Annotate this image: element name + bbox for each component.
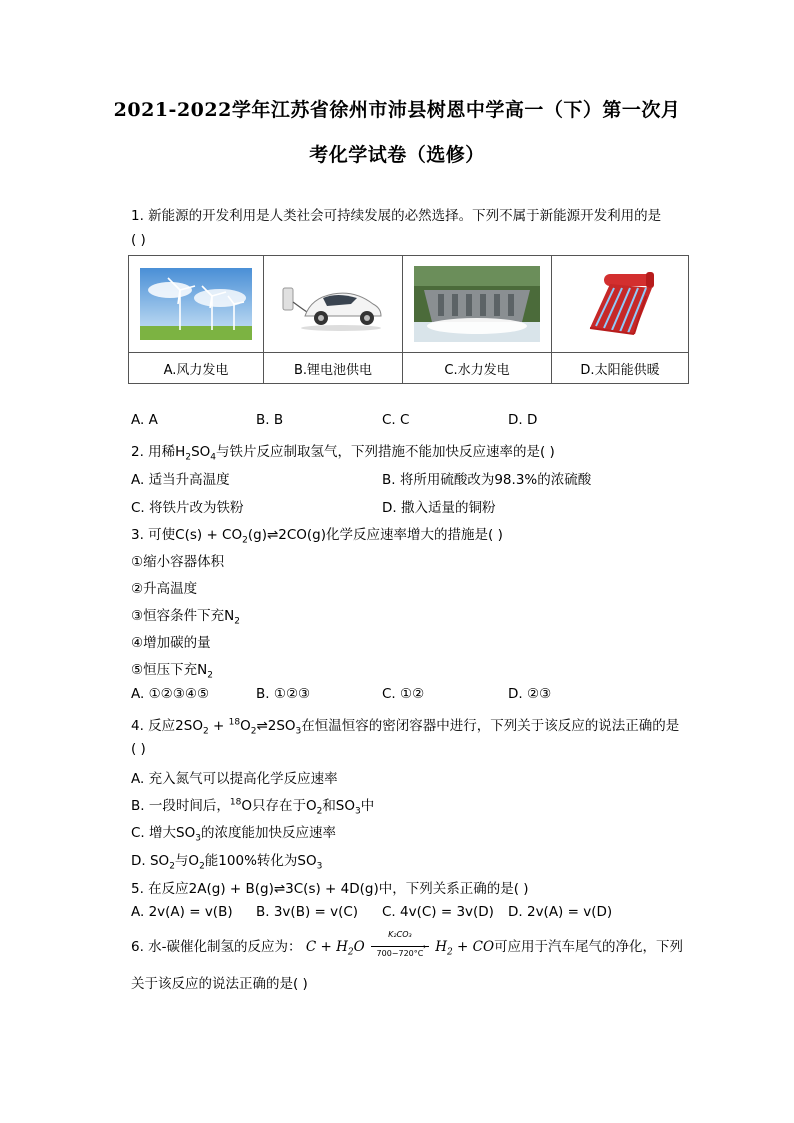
q4-stem: 4. 反应$2SO_2$ + $^{18}O_2\rightleftharpoons 2SO_3$在恒温恒容的密闭容器中进行，下列关于该反应的说法正确的是 bbox=[131, 717, 680, 737]
q1-option-a[interactable]: A. A bbox=[131, 412, 158, 428]
q1-caption-c: C.水力发电 bbox=[403, 353, 552, 384]
exam-title-line-1: 2021-2022学年江苏省徐州市沛县树恩中学高一（下）第一次月 bbox=[113, 99, 681, 121]
q4-option-a[interactable]: A. 充入氮气可以提高化学反应速率 bbox=[131, 771, 338, 787]
q2-option-d[interactable]: D. 撒入适量的铜粉 bbox=[382, 500, 496, 516]
q3-item-5: ⑤恒压下充$N_2$ bbox=[131, 662, 213, 681]
q2-option-b[interactable]: B. 将所用硫酸改为98.3%的浓硫酸 bbox=[382, 472, 592, 488]
q1-option-b[interactable]: B. B bbox=[256, 412, 284, 428]
hydro-dam-icon bbox=[414, 266, 540, 342]
q6-stem-line-2: 关于该反应的说法正确的是( ) bbox=[131, 976, 308, 992]
q3-item-2: ②升高温度 bbox=[131, 581, 198, 597]
q6-reactants: $C + H_2O$ bbox=[305, 939, 365, 958]
q3-item-3: ③恒容条件下充$N_2$ bbox=[131, 608, 240, 627]
q1-cell-hydro bbox=[403, 256, 552, 353]
q6-stem: 6. 水-碳催化制氢的反应为： $C + H_2O$ K₂CO₃ › 700−720°C $H_2$ + CO可应用于汽车尾气的净化，下列 bbox=[131, 930, 684, 958]
q6-reaction-arrow bbox=[369, 930, 431, 960]
q2-stem: 2. 用稀$H_2SO_4$与铁片反应制取氢气，下列措施不能加快反应速率的是( ) bbox=[131, 444, 555, 463]
q4-option-d[interactable]: D. $SO_2$与$O_2$能100%转化为$SO_3$ bbox=[131, 853, 323, 872]
electric-car-icon bbox=[277, 268, 389, 340]
arrow-head-icon: › bbox=[422, 942, 427, 951]
q1-stem: 1. 新能源的开发利用是人类社会可持续发展的必然选择。下列不属于新能源开发利用的是 bbox=[131, 208, 662, 224]
q3-option-c[interactable]: C. ①② bbox=[382, 686, 425, 702]
q5-option-c[interactable]: C. 4v(C) = 3v(D) bbox=[382, 904, 494, 920]
q1-cell-ev bbox=[264, 256, 403, 353]
q3-option-a[interactable]: A. ①②③④⑤ bbox=[131, 686, 210, 702]
q3-option-b[interactable]: B. ①②③ bbox=[256, 686, 311, 702]
arrow-line-icon bbox=[371, 946, 429, 947]
q1-option-c[interactable]: C. C bbox=[382, 412, 410, 428]
q6-catalyst: K₂CO₃ bbox=[388, 930, 412, 939]
q1-option-d[interactable]: D. D bbox=[508, 412, 538, 428]
q4-option-c[interactable]: C. 增大$SO_3$的浓度能加快反应速率 bbox=[131, 825, 336, 844]
q5-stem: 5. 在反应2A(g) + B(g)⇌3C(s) + 4D(g)中，下列关系正确的是( ) bbox=[131, 881, 529, 897]
q6-temperature: 700−720°C bbox=[376, 949, 424, 958]
q3-item-1: ①缩小容器体积 bbox=[131, 554, 225, 570]
q3-option-d[interactable]: D. ②③ bbox=[508, 686, 552, 702]
solar-heater-icon bbox=[580, 266, 660, 342]
q2-option-a[interactable]: A. 适当升高温度 bbox=[131, 472, 230, 488]
q1-stem-bracket: ( ) bbox=[131, 232, 146, 248]
q1-caption-d: D.太阳能供暖 bbox=[552, 353, 689, 384]
exam-title-line-2: 考化学试卷（选修） bbox=[309, 144, 485, 166]
q4-option-b[interactable]: B. 一段时间后，$^{18}$O只存在于$O_2$和$SO_3$中 bbox=[131, 797, 375, 817]
q5-option-b[interactable]: B. 3v(B) = v(C) bbox=[256, 904, 359, 920]
q1-image-table bbox=[128, 255, 689, 384]
q1-caption-b: B.锂电池供电 bbox=[264, 353, 403, 384]
wind-turbine-icon bbox=[140, 268, 252, 340]
q5-option-a[interactable]: A. 2v(A) = v(B) bbox=[131, 904, 233, 920]
q2-option-c[interactable]: C. 将铁片改为铁粉 bbox=[131, 500, 244, 516]
q6-products: $H_2$ + CO bbox=[435, 939, 495, 958]
q3-item-4: ④增加碳的量 bbox=[131, 635, 211, 651]
q1-cell-solar bbox=[552, 256, 689, 353]
q1-caption-a: A.风力发电 bbox=[129, 353, 264, 384]
q3-stem: 3. 可使$C(s) + CO_2(g)\rightleftharpoons 2CO(g)$化学反应速率增大的措施是( ) bbox=[131, 527, 503, 546]
q1-cell-wind bbox=[129, 256, 264, 353]
q4-stem-bracket: ( ) bbox=[131, 741, 146, 757]
q5-option-d[interactable]: D. 2v(A) = v(D) bbox=[508, 904, 613, 920]
